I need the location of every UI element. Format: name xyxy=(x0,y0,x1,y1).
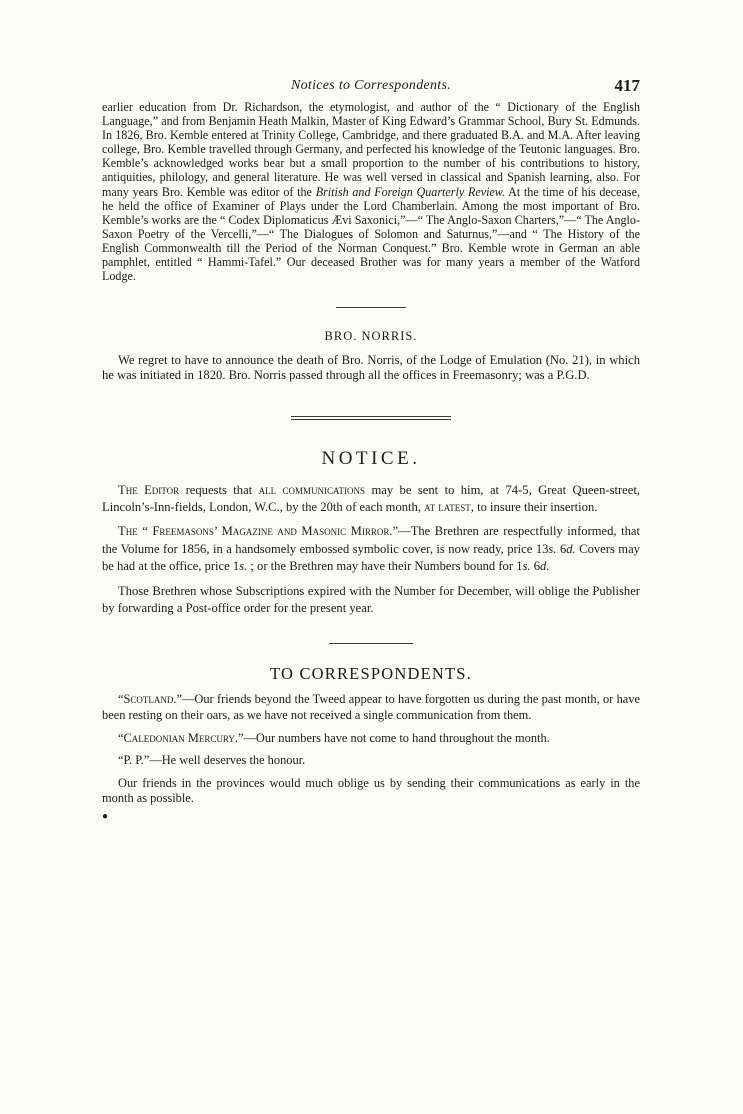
notice-heading: NOTICE. xyxy=(321,447,421,469)
notice-section xyxy=(102,448,640,618)
notice-volume-paragraph: The “ Freemasons’ Magazine and Masonic Mirror.”—The Brethren are respectfully informed, that the Volume for 1856, in a handsomely embossed symbolic cover, is now ready, price 13s. 6d. Covers may be had at the office, price 1s. ; or the Brethren may have their Numbers bound for 1s. 6d. xyxy=(102,524,640,574)
correspondents-section xyxy=(102,664,640,822)
correspondent-item: “P. P.”—He well deserves the honour. xyxy=(118,753,306,768)
editor-lead: The Editor xyxy=(118,482,180,497)
norris-paragraph: We regret to have to announce the death of Bro. Norris, of the Lodge of Emulation (No. 21), in which he was initiated in 1820. Bro. Norris passed through all the offices in Freemasonry; was a P.G.D. xyxy=(102,353,640,383)
kemble-text-b: At the time of his decease, he held the office of Examiner of Plays under the Lord Chamberlain. Among the most important of Bro. Kemble’s works are the “ Codex Diplomaticus Ævi Saxonici,”—“ The Anglo-Saxon Charters,”—“ The Anglo-Saxon Poetry of the Vercelli,”—“ The Dialogues of Solomon and Saturnus,”—and “ The History of the English Commonwealth till the Period of the Norman Conquest.” Bro. Kemble wrote in German an able pamphlet, entitled “ Hammi-Tafel.” Our deceased Brother was for many years a member of the Watford Lodge. xyxy=(102,184,640,284)
at-latest: at latest, xyxy=(424,500,474,515)
magazine-title: Freemasons’ Magazine and Masonic Mirror. xyxy=(152,524,393,539)
running-head xyxy=(102,76,640,98)
section-divider xyxy=(336,307,406,308)
kemble-paragraph xyxy=(102,100,640,283)
double-divider xyxy=(291,416,451,420)
kemble-journal-title: British and Foreign Quarterly Review. xyxy=(315,184,505,199)
notice-editor-paragraph: The Editor requests that all communications may be sent to him, at 74-5, Great Queen-street, Lincoln’s-Inn-fields, London, W.C., by the 20th of each month, at latest, to insure their insertion. xyxy=(102,482,641,515)
correspondent-item: “Scotland.”—Our friends beyond the Tweed appear to have forgotten us during the past month, or have been resting on their oars, as we have not received a single communication from them. xyxy=(102,692,640,723)
page-number: 417 xyxy=(614,76,640,95)
page xyxy=(102,76,640,822)
correspondents-closing: Our friends in the provinces would much oblige us by sending their communications as early in the month as possible. xyxy=(102,775,640,806)
running-head-title: Notices to Correspondents. xyxy=(290,78,452,93)
kemble-obituary xyxy=(102,100,640,283)
correspondent-item: “Caledonian Mercury.”—Our numbers have not come to hand throughout the month. xyxy=(118,730,550,745)
kemble-text-a: earlier education from Dr. Richardson, the etymologist, and author of the “ Dictionary of the English Language,” and from Benjamin Heath Malkin, Master of King Edward’s Grammar School, Bury St. Edmunds. In 1826, Bro. Kemble entered at Trinity College, Cambridge, and there graduated B.A. and M.A. After leaving college, Bro. Kemble travelled through Germany, and perfected his knowledge of the Teutonic languages. Bro. Kemble’s acknowledged works bear but a small proportion to the number of his contributions to history, antiquities, philology, and general literature. He was well versed in classical and Spanish learning, also. For many years Bro. Kemble was editor of the xyxy=(102,100,640,199)
notice-subscriptions-paragraph: Those Brethren whose Subscriptions expired with the Number for December, will oblige the Publisher by forwarding a Post-office order for the present year. xyxy=(102,583,640,616)
bullet-mark: ● xyxy=(102,811,109,823)
section-divider xyxy=(329,643,413,644)
all-communications: all communications xyxy=(258,482,366,497)
norris-heading: BRO. NORRIS. xyxy=(324,329,418,344)
correspondents-heading: TO CORRESPONDENTS. xyxy=(270,664,472,684)
norris-obituary xyxy=(102,329,640,383)
